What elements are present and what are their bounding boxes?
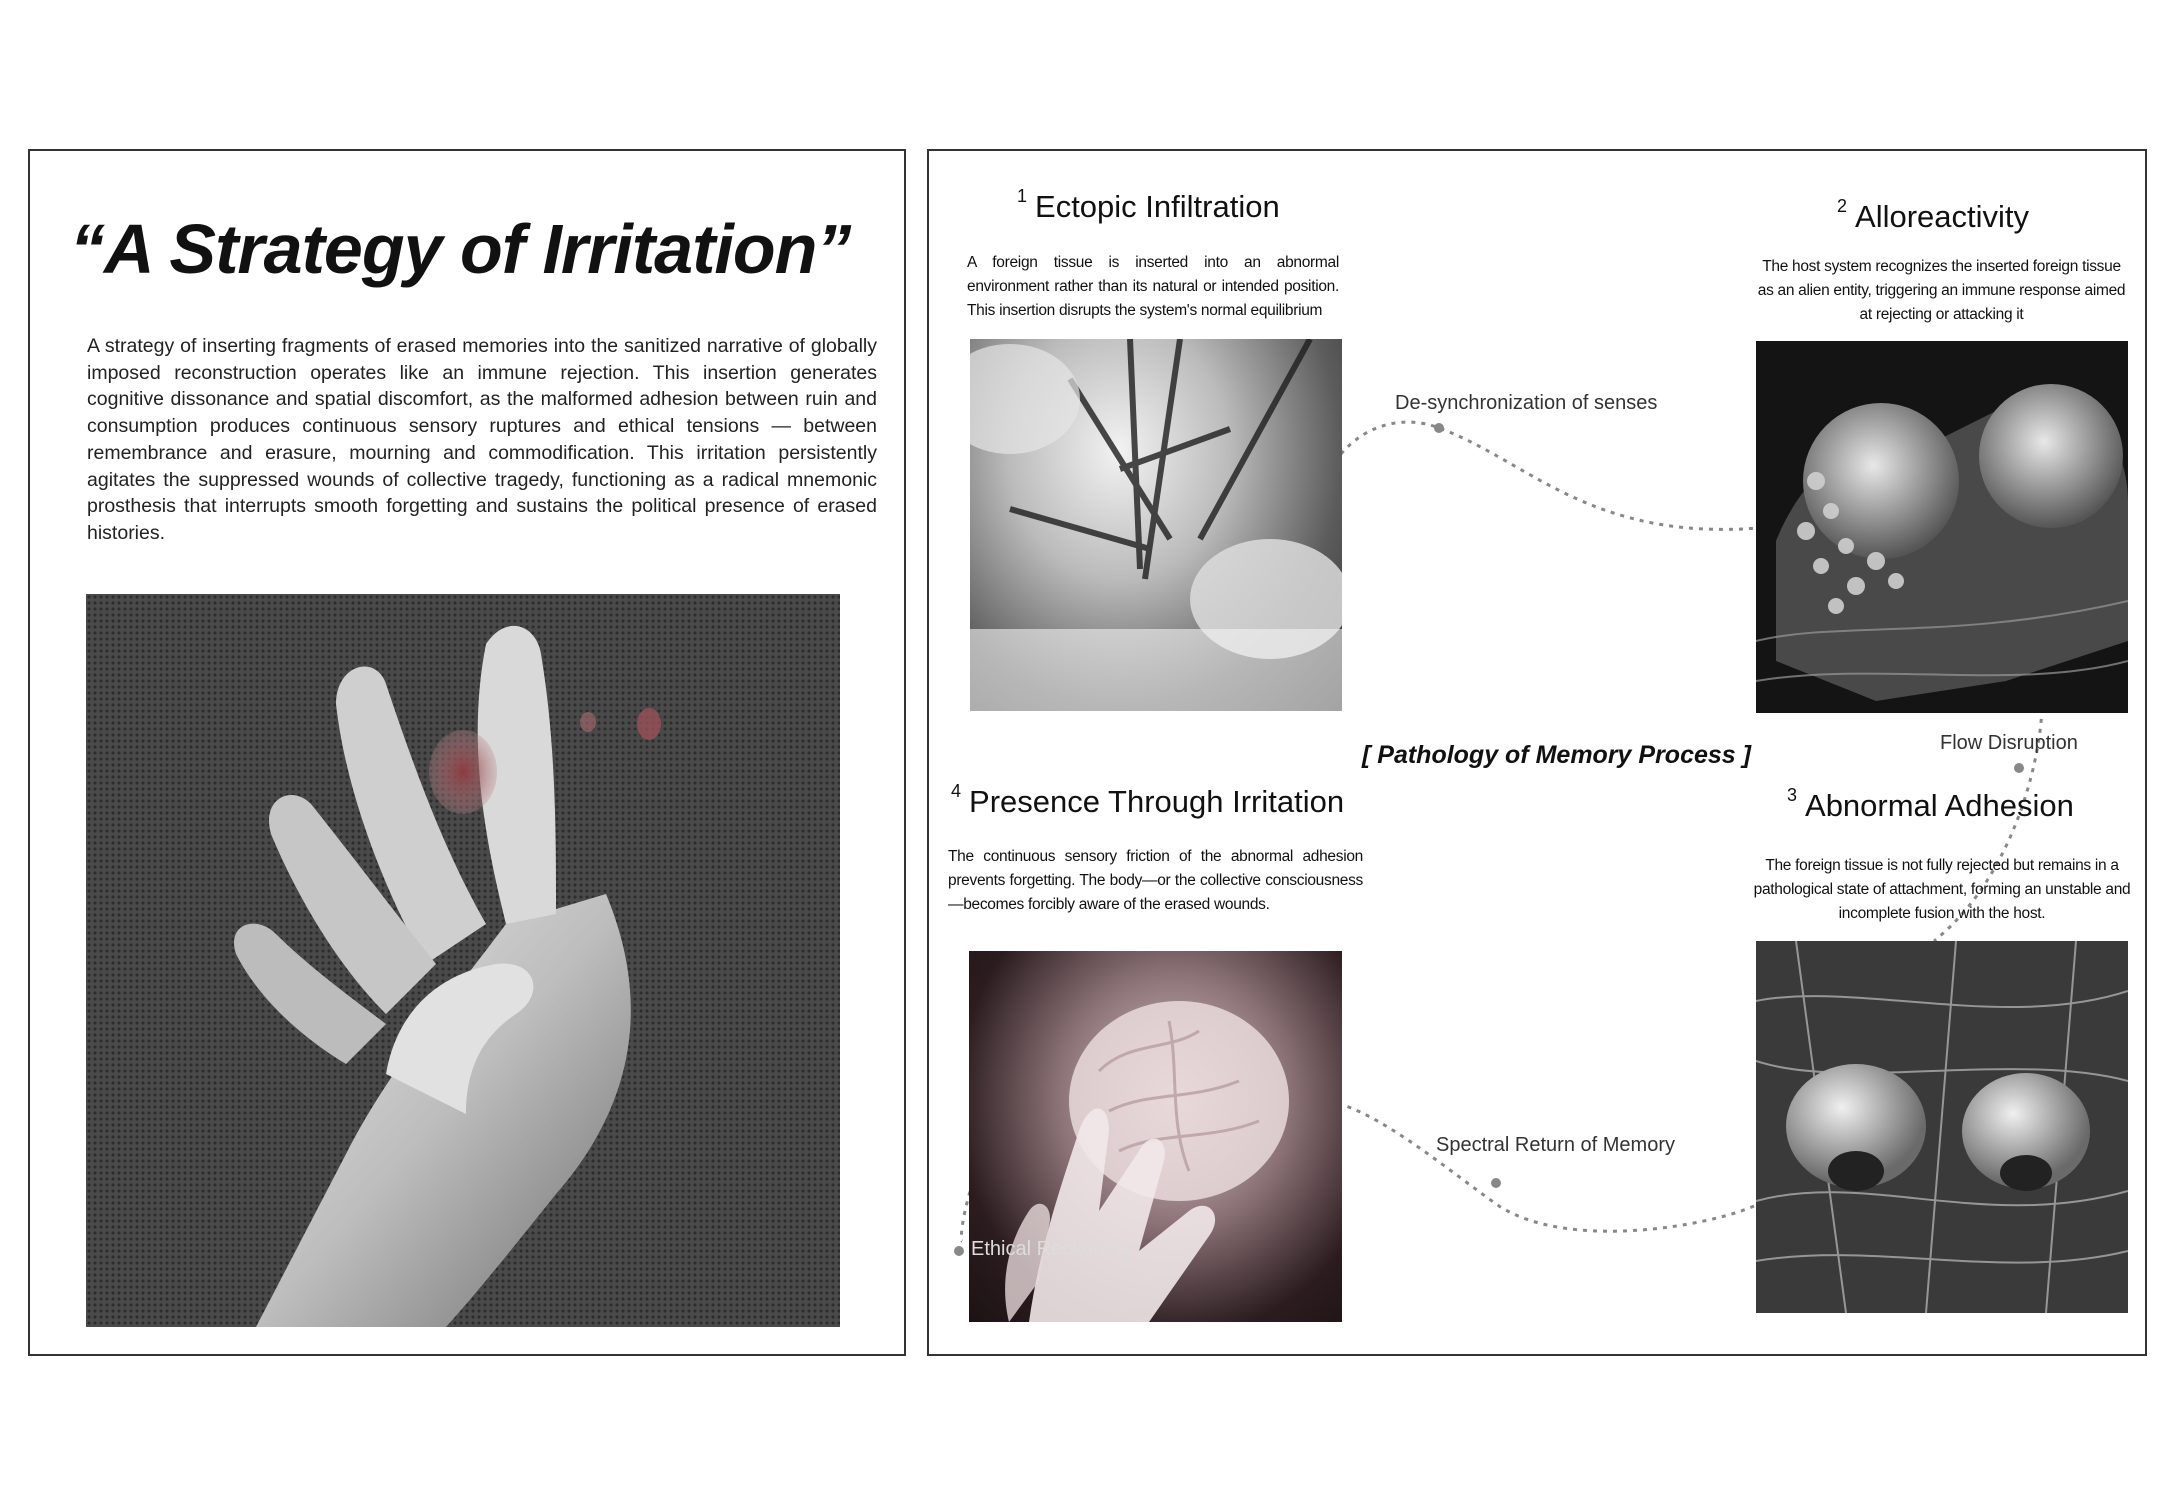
right-panel bbox=[927, 149, 2147, 1356]
step-3-title: $^3$ Abnormal Adhesion bbox=[1787, 784, 2074, 823]
brain-hands-photo bbox=[969, 951, 1342, 1322]
step-4-description: The continuous sensory friction of the abnormal adhesion prevents forgetting. The body—or the collective consciousness—becomes forcibly aware of the erased wounds. bbox=[948, 848, 1363, 913]
intro-paragraph: A strategy of inserting fragments of erased memories into the sanitized narrative of globally imposed reconstruction operates like an immune rejection. This insertion generates cognitive dissonance and spatial discomfort, as the malformed adhesion between ruin and consumption produces continuous sensory ruptures and ethical tensions — between remembrance and erasure, mourning and commodification. This irritation persistently agitates the suppressed wounds of collective tragedy, functioning as a radical mnemonic prosthesis that interrupts smooth forgetting and sustains the political presence of erased histories. bbox=[87, 335, 877, 544]
adhesion-photo bbox=[1756, 941, 2128, 1313]
step-1-description: A foreign tissue is inserted into an abnormal environment rather than its natural or intended position. This insertion disrupts the system's normal equilibrium bbox=[967, 254, 1339, 319]
hand-wound-image bbox=[86, 594, 840, 1327]
flow-label-ethical: Ethical Reckoning bbox=[971, 1238, 1132, 1260]
flow-label-desync: De-synchronization of senses bbox=[1395, 392, 1658, 414]
wound-mark bbox=[429, 730, 497, 814]
step-4-number: 4 bbox=[951, 780, 962, 801]
step-1-title: $^1$ Ectopic Infiltration bbox=[1017, 185, 1280, 224]
step-4-title: $^4$ Presence Through Irritation bbox=[951, 780, 1345, 819]
page-title: “A Strategy of Irritation” bbox=[70, 210, 851, 288]
step-3-description: The foreign tissue is not fully rejected but remains in a pathological state of attachment, forming an unstable and incomplete fusion with the host. bbox=[1753, 857, 2131, 922]
surgery-photo bbox=[970, 339, 1342, 711]
step-2-description: The host system recognizes the inserted foreign tissue as an alien entity, triggering an immune response aimed at rejecting or attacking it bbox=[1757, 258, 2126, 323]
flow-label-spectral: Spectral Return of Memory bbox=[1436, 1134, 1675, 1156]
step-1-number: 1 bbox=[1017, 185, 1028, 206]
step-2-title: $^2$ Alloreactivity bbox=[1837, 195, 2030, 234]
process-title: [ Pathology of Memory Process ] bbox=[1362, 741, 1751, 769]
hand-illustration bbox=[86, 594, 840, 1327]
step-2-number: 2 bbox=[1837, 195, 1848, 216]
flow-label-disruption: Flow Disruption bbox=[1940, 732, 2078, 754]
step-3-number: 3 bbox=[1787, 784, 1798, 805]
immune-cells-photo bbox=[1756, 341, 2128, 713]
left-panel bbox=[28, 149, 906, 1356]
